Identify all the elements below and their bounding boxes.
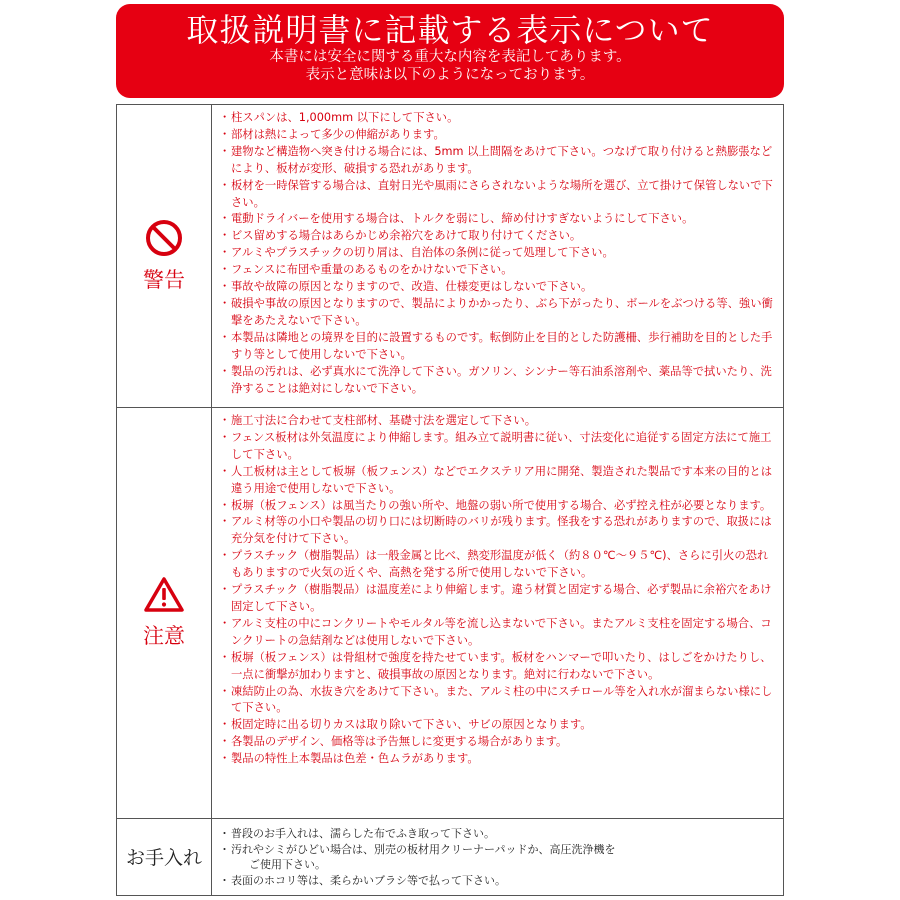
care-label-cell — [117, 818, 212, 895]
warning-section — [117, 105, 783, 408]
list-item: ・ 板塀（板フェンス）は骨組材で強度を持たせています。板材をハンマーで叩いたり、はしごをかけたりし、一点に衝撃が加わりますと、破損事故の原因となります。絶対に行わないで下さい。 — [221, 650, 775, 684]
list-item: ・ フェンスに布団や重量のあるものをかけないで下さい。 — [221, 262, 775, 279]
list-item: ご使用下さい。 — [249, 858, 326, 871]
list-item: ・ 板材を一時保管する場合は、直射日光や風雨にさらされないような場所を選び、立て掛けて保管しないで下さい。 — [221, 178, 775, 212]
list-item: ・ アルミやプラスチックの切り屑は、自治体の条例に従って処理して下さい。 — [221, 245, 775, 262]
caution-section — [117, 407, 783, 819]
caution-label: 注意 — [143, 623, 185, 648]
list-item: ・ プラスチック（樹脂製品）は一般金属と比べ、熱変形温度が低く（約８０℃〜９５℃)、さらに引火の恐れもありますので火気の近くや、高熱を発する所で使用しないで下さい。 — [221, 548, 775, 582]
list-item: ・ 板塀（板フェンス）は風当たりの強い所や、地盤の弱い所で使用する場合、必ず控え柱が必要となります。 — [221, 498, 775, 515]
care-label: お手入れ — [125, 847, 202, 869]
warning-triangle-icon — [143, 576, 185, 614]
list-item: ・ ビス留めする場合はあらかじめ余裕穴をあけて取り付けてください。 — [221, 228, 775, 245]
prohibition-icon — [144, 218, 184, 258]
notice-table — [116, 104, 784, 896]
list-item: ・ 柱スパンは、1,000mm 以下にして下さい。 — [221, 110, 775, 127]
list-item: ・ 本製品は隣地との境界を目的に設置するものです。転倒防止を目的とした防護柵、歩行補助を目的とした手すり等として使用しないで下さい。 — [221, 330, 775, 364]
list-item: ・ 製品の特性上本製品は色差・色ムラがあります。 — [221, 751, 775, 768]
list-item: ・ 凍結防止の為、水抜き穴をあけて下さい。また、アルミ柱の中にスチロール等を入れ水が溜まらない様にして下さい。 — [221, 684, 775, 718]
list-item: ・ フェンス板材は外気温度により伸縮します。組み立て説明書に従い、寸法変化に追従する固定方法にて施工して下さい。 — [221, 430, 775, 464]
list-item: ・ プラスチック（樹脂製品）は温度差により伸縮します。違う材質と固定する場合、必ず製品に余裕穴をあけ固定して下さい。 — [221, 582, 775, 616]
list-item: ・ アルミ支柱の中にコンクリートやモルタル等を流し込まないで下さい。またアルミ支柱を固定する場合、コンクリートの急結剤などは使用しないで下さい。 — [221, 616, 775, 650]
list-item: ・ 製品の汚れは、必ず真水にて洗浄して下さい。ガソリン、シンナー等石油系溶剤や、薬品等で拭いたり、洗浄することは絶対にしないで下さい。 — [221, 364, 775, 398]
list-item: ・ 普段のお手入れは、濡らした布でふき取って下さい。 — [221, 826, 775, 842]
list-item: ・ 電動ドライバーを使用する場合は、トルクを弱にし、締め付けすぎないようにして下さい。 — [221, 211, 775, 228]
header-banner — [116, 4, 784, 98]
subtitle-line-1: 本書には安全に関する重大な内容を表記してあります。 — [269, 49, 631, 65]
list-item: ・ 事故や故障の原因となりますので、改造、仕様変更はしないで下さい。 — [221, 279, 775, 296]
list-item: ・ 板固定時に出る切りカスは取り除いて下さい、サビの原因となります。 — [221, 717, 775, 734]
list-item: ・ 部材は熱によって多少の伸縮があります。 — [221, 127, 775, 144]
list-item: ・ 破損や事故の原因となりますので、製品によりかかったり、ぶら下がったり、ボールをぶつける等、強い衝撃をあたえないで下さい。 — [221, 296, 775, 330]
list-item: ・ 建物など構造物へ突き付ける場合には、5mm 以上間隔をあけて下さい。つなげて取り付けると熱膨張などにより、板材が変形、破損する恐れがあります。 — [221, 144, 775, 178]
list-item: ・ 表面のホコリ等は、柔らかいブラシ等で払って下さい。 — [221, 873, 775, 889]
caution-list — [221, 413, 775, 818]
caution-label-cell — [117, 407, 212, 818]
list-item: ・ 汚れやシミがひどい場合は、別売の板材用クリーナーパッドか、高圧洗浄機を — [221, 842, 775, 858]
page-title: 取扱説明書に記載する表示について — [186, 11, 714, 49]
care-list — [221, 826, 775, 895]
warning-label-cell — [117, 105, 212, 407]
subtitle-line-2: 表示と意味は以下のようになっております。 — [305, 67, 595, 83]
list-item: ・ 各製品のデザイン、価格等は予告無しに変更する場合があります。 — [221, 734, 775, 751]
warning-list — [221, 110, 775, 407]
list-item: ・ アルミ材等の小口や製品の切り口には切断時のバリが残ります。怪我をする恐れがありますので、取扱には充分気を付けて下さい。 — [221, 514, 775, 548]
list-item: ・ 施工寸法に合わせて支柱部材、基礎寸法を選定して下さい。 — [221, 413, 775, 430]
list-item: ・ 人工板材は主として板塀（板フェンス）などでエクステリア用に開発、製造された製品です本来の目的とは違う用途で使用しないで下さい。 — [221, 464, 775, 498]
care-section — [117, 818, 783, 895]
warning-label: 警告 — [143, 268, 185, 292]
